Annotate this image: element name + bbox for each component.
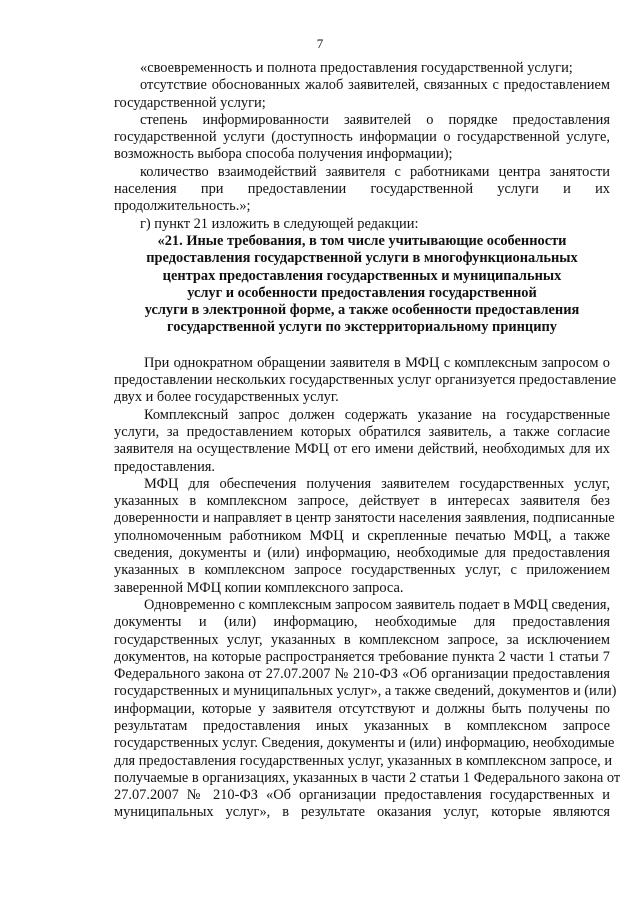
text-line: «своевременность и полнота предоставления государственной услуги; [140,60,573,76]
text-line: документов, на которые распространяется требование пункта 2 части 1 статьи 7 [114,648,610,665]
text-line: информации, которые у заявителя отсутствуют и должны быть получены по [114,700,610,717]
text-line: предоставлении нескольких государственных услуг организуется предоставление [114,372,617,389]
heading-line: центрах предоставления государственных и муниципальных [162,267,562,284]
heading-line: государственной услуги по экстерриториальному принципу [167,319,557,336]
text-line: населения при предоставлении государственной услуги и их [114,181,610,198]
text-line: указанных в комплексном запросе, действует в интересах заявителя без [114,493,610,510]
heading-line: услуги в электронной форме, а также особенности предоставления [144,302,580,319]
text-line: степень информированности заявителей о порядке предоставления [140,111,610,128]
text-line: заявителя на осуществление МФЦ от его имени действий, необходимых для их [114,441,610,458]
text-line: результатам предоставления иных указанных в комплексном запросе [114,717,610,734]
text-line: для предоставления государственных услуг, указанных в комплексном запросе, и [114,752,613,769]
text-line: двух и более государственных услуг. [114,389,339,406]
text-line: количество взаимодействий заявителя с работниками центра занятости [140,163,610,180]
text-line: государственной услуги; [114,94,266,111]
section-heading [114,233,610,337]
heading-line: предоставления государственной услуги в многофункциональных [146,250,578,267]
heading-line: «21. Иные требования, в том числе учитывающие особенности [157,232,567,249]
text-line: отсутствие обоснованных жалоб заявителей, связанных с предоставлением [140,77,610,94]
text-line: уполномоченным работником МФЦ и скрепленные печатью МФЦ, а также [114,527,610,544]
document-body [114,60,621,822]
text-line: получаемые в организациях, указанных в части 2 статьи 1 Федерального закона от [114,769,621,786]
text-line: доверенности и направляет в центр занятости населения заявления, подписанные [114,510,615,527]
text-line: При однократном обращении заявителя в МФЦ с комплексным запросом о [144,354,610,371]
text-line: предоставления. [114,458,216,475]
heading-line: услуг и особенности предоставления государственной [187,284,537,301]
text-line: сведения, документы и (или) информацию, необходимые для предоставления [114,545,610,562]
text-line: заверенной МФЦ копии комплексного запроса. [114,579,404,596]
text-line: продолжительность.»; [114,198,251,215]
text-line: МФЦ для обеспечения получения заявителем государственных услуг, [144,475,610,492]
text-line: государственных услуг, указанных в комплексном запросе, за исключением [114,631,610,648]
text-line: возможность выбора способа получения информации); [114,146,453,163]
text-line: Одновременно с комплексным запросом заявитель подает в МФЦ сведения, [144,596,611,613]
text-line: Федерального закона от 27.07.2007 № 210-ФЗ «Об организации предоставления [114,666,610,683]
paragraph-block-complex-request [114,354,621,822]
text-line: государственных и муниципальных услуг», а также сведений, документов и (или) [114,683,617,700]
text-line: указанных в комплексном запросе государственных услуг, с приложением [114,562,610,579]
text-line: документы и (или) информацию, необходимые для предоставления [114,614,610,631]
text-line: государственной услуги (доступность информации о государственной услуге, [114,129,610,146]
text-line: услуги, за предоставлением которых обратился заявитель, а также согласие [114,423,610,440]
text-line: 27.07.2007 № 210-ФЗ «Об организации предоставления государственных и [114,787,610,804]
page-number: 7 [316,36,324,51]
paragraph-block-criteria [114,60,610,233]
spacer [114,337,610,355]
text-line: г) пункт 21 изложить в следующей редакции: [140,215,419,232]
text-line: государственных услуг. Сведения, документы и (или) информацию, необходимые [114,735,615,752]
text-line: Комплексный запрос должен содержать указание на государственные [144,406,610,423]
text-line: муниципальных услуг», в результате оказания услуг, которые являются [114,804,610,821]
